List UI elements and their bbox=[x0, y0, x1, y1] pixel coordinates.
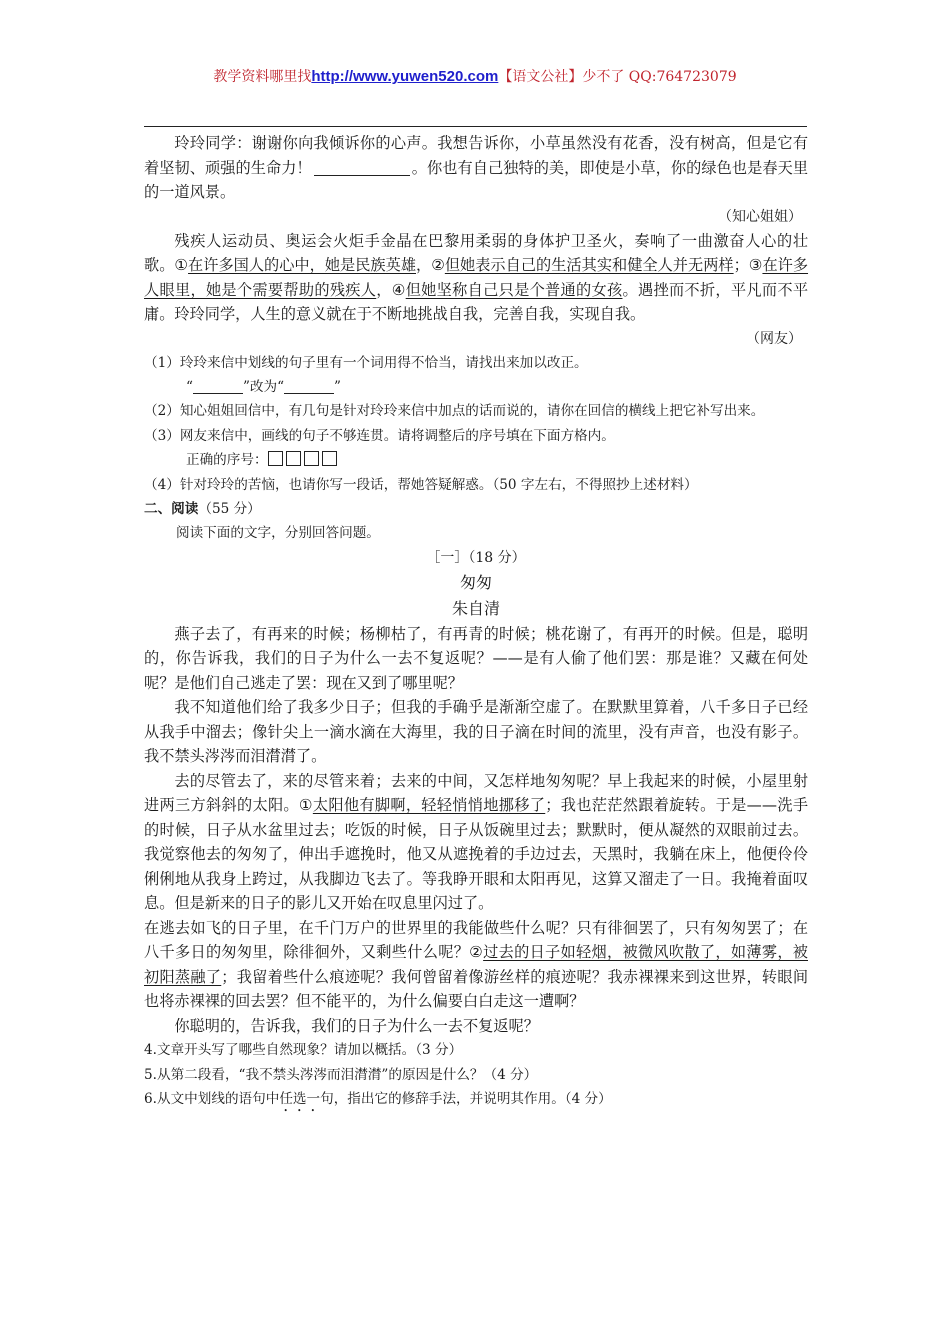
order-label: 正确的序号： bbox=[186, 452, 268, 469]
header-link[interactable]: http://www.yuwen520.com bbox=[311, 68, 499, 85]
article-paragraph-3 bbox=[144, 769, 808, 916]
sentence-number-3: ；③ bbox=[733, 256, 763, 274]
order-box-3[interactable] bbox=[304, 451, 319, 466]
sentence-number-2: ，② bbox=[416, 256, 445, 274]
reply-netizen bbox=[144, 229, 808, 327]
underlined-line-2: 过去的日子如轻烟，被微风吹散了，如薄雾，被初阳蒸融了 bbox=[144, 943, 808, 986]
reply-zhixin bbox=[144, 131, 808, 205]
header-divider bbox=[144, 126, 807, 127]
underlined-sentence-2: 但她表示自己的生活其实和健全人并无两样 bbox=[444, 256, 734, 274]
sentence-number-1: ① bbox=[174, 256, 189, 274]
change-to-label: ”改为“ bbox=[242, 378, 285, 395]
question-3: （3）网友来信中，画线的句子不够连贯。请将调整后的序号填在下面方格内。 bbox=[144, 427, 615, 444]
fill-blank-correct-word[interactable] bbox=[284, 379, 334, 394]
part-label: ［一］（18 分） bbox=[426, 549, 526, 566]
answer-blank[interactable] bbox=[314, 159, 410, 176]
sentence-number-4: ，④ bbox=[376, 280, 406, 299]
fill-blank-wrong-word[interactable] bbox=[193, 379, 243, 394]
reply-netizen-intro: 残疾人运动员、奥运会火炬手金晶在巴黎用柔弱的身体护卫圣火，奏响了一曲激奋人心的壮歌。 bbox=[144, 231, 808, 274]
signature-netizen: （网友） bbox=[746, 330, 802, 347]
underlined-sentence-1: 在许多国人的心中，她是民族英雄 bbox=[188, 256, 417, 274]
article-paragraph-1: 燕子去了，有再来的时候；杨柳枯了，有再青的时候；桃花谢了，有再开的时候。但是，聪明的，你告诉我，我们的日子为什么一去不复返呢？——是有人偷了他们罢：那是谁？又藏在何处呢？是他们自己逃走了罢：现在又到了哪里呢？ bbox=[144, 624, 808, 692]
emphasized-text: 任选一 bbox=[279, 1091, 321, 1108]
article-author: 朱自清 bbox=[451, 598, 500, 618]
question-2: （2）知心姐姐回信中，有几句是针对玲玲来信中加点的话而说的，请你在回信的横线上把它补写出来。 bbox=[144, 403, 765, 420]
page-header bbox=[0, 66, 950, 86]
underlined-sentence-3: 在许多人眼里，她是个需要帮助的残疾人 bbox=[144, 256, 809, 299]
article-title: 匆匆 bbox=[459, 572, 492, 592]
reply-zhixin-text-1: 玲玲同学：谢谢你向我倾诉你的心声。我想告诉你，小草虽然没有花香，没有树高，但是它有着坚韧、顽强的生命力！ bbox=[144, 134, 808, 177]
question-4: （4）针对玲玲的苦恼，也请你写一段话，帮她答疑解惑。（50 字左右，不得照抄上述材料） bbox=[144, 476, 698, 493]
document-body bbox=[144, 131, 808, 1115]
question-1: （1）玲玲来信中划线的句子里有一个词用得不恰当，请找出来加以改正。 bbox=[144, 354, 588, 371]
signature-zhixin: （知心姐姐） bbox=[718, 208, 802, 225]
quote-open: “ bbox=[186, 378, 193, 395]
question-1-fill bbox=[144, 375, 808, 399]
question-6-text-a: 6.从文中划线的语句中 bbox=[144, 1091, 280, 1108]
section-instruction: 阅读下面的文字，分别回答问题。 bbox=[176, 525, 380, 542]
paragraph-3-text-b: ；我也茫茫然跟着旋转。于是——洗手的时候，日子从水盆里过去；吃饭的时候，日子从饭碗里过去；默默时，便从凝然的双眼前过去。我觉察他去的匆匆了，伸出手遮挽时，他又从遮挽着的手边过去，天黑时，我躺在床上，他便伶伶俐俐地从我身上跨过，从我脚边飞去了。等我睁开眼和太阳再见，这算又溜走了一日。我掩着面叹息。但是新来的日子的影儿又开始在叹息里闪过了。 bbox=[144, 796, 809, 913]
section-heading bbox=[144, 497, 808, 521]
header-prefix: 教学资料哪里找 bbox=[213, 69, 312, 85]
order-box-4[interactable] bbox=[322, 451, 337, 466]
reply-netizen-outro: 。遇挫而不折，平凡而不平庸。玲玲同学，人生的意义就在于不断地挑战自我，完善自我，实现自我。 bbox=[144, 280, 809, 323]
section-title: 二、阅读 bbox=[144, 500, 199, 517]
order-box-2[interactable] bbox=[286, 451, 301, 466]
section-score: （55 分） bbox=[198, 500, 261, 517]
question-6 bbox=[144, 1087, 808, 1115]
underlined-line-1: 太阳他有脚啊，轻轻悄悄地挪移了 bbox=[312, 796, 546, 815]
quote-close: ” bbox=[334, 378, 341, 395]
paragraph-3-text-a: 去的尽管去了，来的尽管来着；去来的中间，又怎样地匆匆呢？早上我起来的时候，小屋里射进两三方斜斜的太阳。① bbox=[144, 771, 808, 815]
article-paragraph-4 bbox=[144, 916, 808, 1014]
question-3-answer bbox=[144, 448, 808, 472]
article-paragraph-2: 我不知道他们给了我多少日子；但我的手确乎是渐渐空虚了。在默默里算着，八千多日子已经从我手中溜去；像针尖上一滴水滴在大海里，我的日子滴在时间的流里，没有声音，也没有影子。我不禁头涔涔而泪潸潸了。 bbox=[144, 698, 808, 766]
reply-zhixin-text-2: 。你也有自己独特的美，即使是小草，你的绿色也是春天里的一道风景。 bbox=[144, 158, 809, 201]
paragraph-4-text-b: ；我留着些什么痕迹呢？我何曾留着像游丝样的痕迹呢？我赤裸裸来到这世界，转眼间也将赤裸裸的回去罢？但不能平的，为什么偏要白白走这一遭啊？ bbox=[144, 967, 809, 1011]
article-paragraph-5: 你聪明的，告诉我，我们的日子为什么一去不复返呢？ bbox=[174, 1016, 539, 1035]
question-6-text-b: 句，指出它的修辞手法，并说明其作用。（4 分） bbox=[320, 1091, 612, 1108]
order-box-1[interactable] bbox=[268, 451, 283, 466]
question-5-item-4: 4.文章开头写了哪些自然现象？请加以概括。（3 分） bbox=[144, 1042, 463, 1059]
underlined-sentence-4: 但她坚称自己只是个普通的女孩 bbox=[405, 280, 623, 299]
header-suffix: 【语文公社】少不了 QQ:764723079 bbox=[498, 69, 737, 85]
paragraph-4-text-a: 在逃去如飞的日子里，在千门万户的世界里的我能做些什么呢？只有徘徊罢了，只有匆匆罢了；在八千多日的匆匆里，除徘徊外，又剩些什么呢？② bbox=[144, 918, 808, 962]
question-5-item-5: 5.从第二段看，“我不禁头涔涔而泪潸潸”的原因是什么？（4 分） bbox=[144, 1066, 538, 1083]
